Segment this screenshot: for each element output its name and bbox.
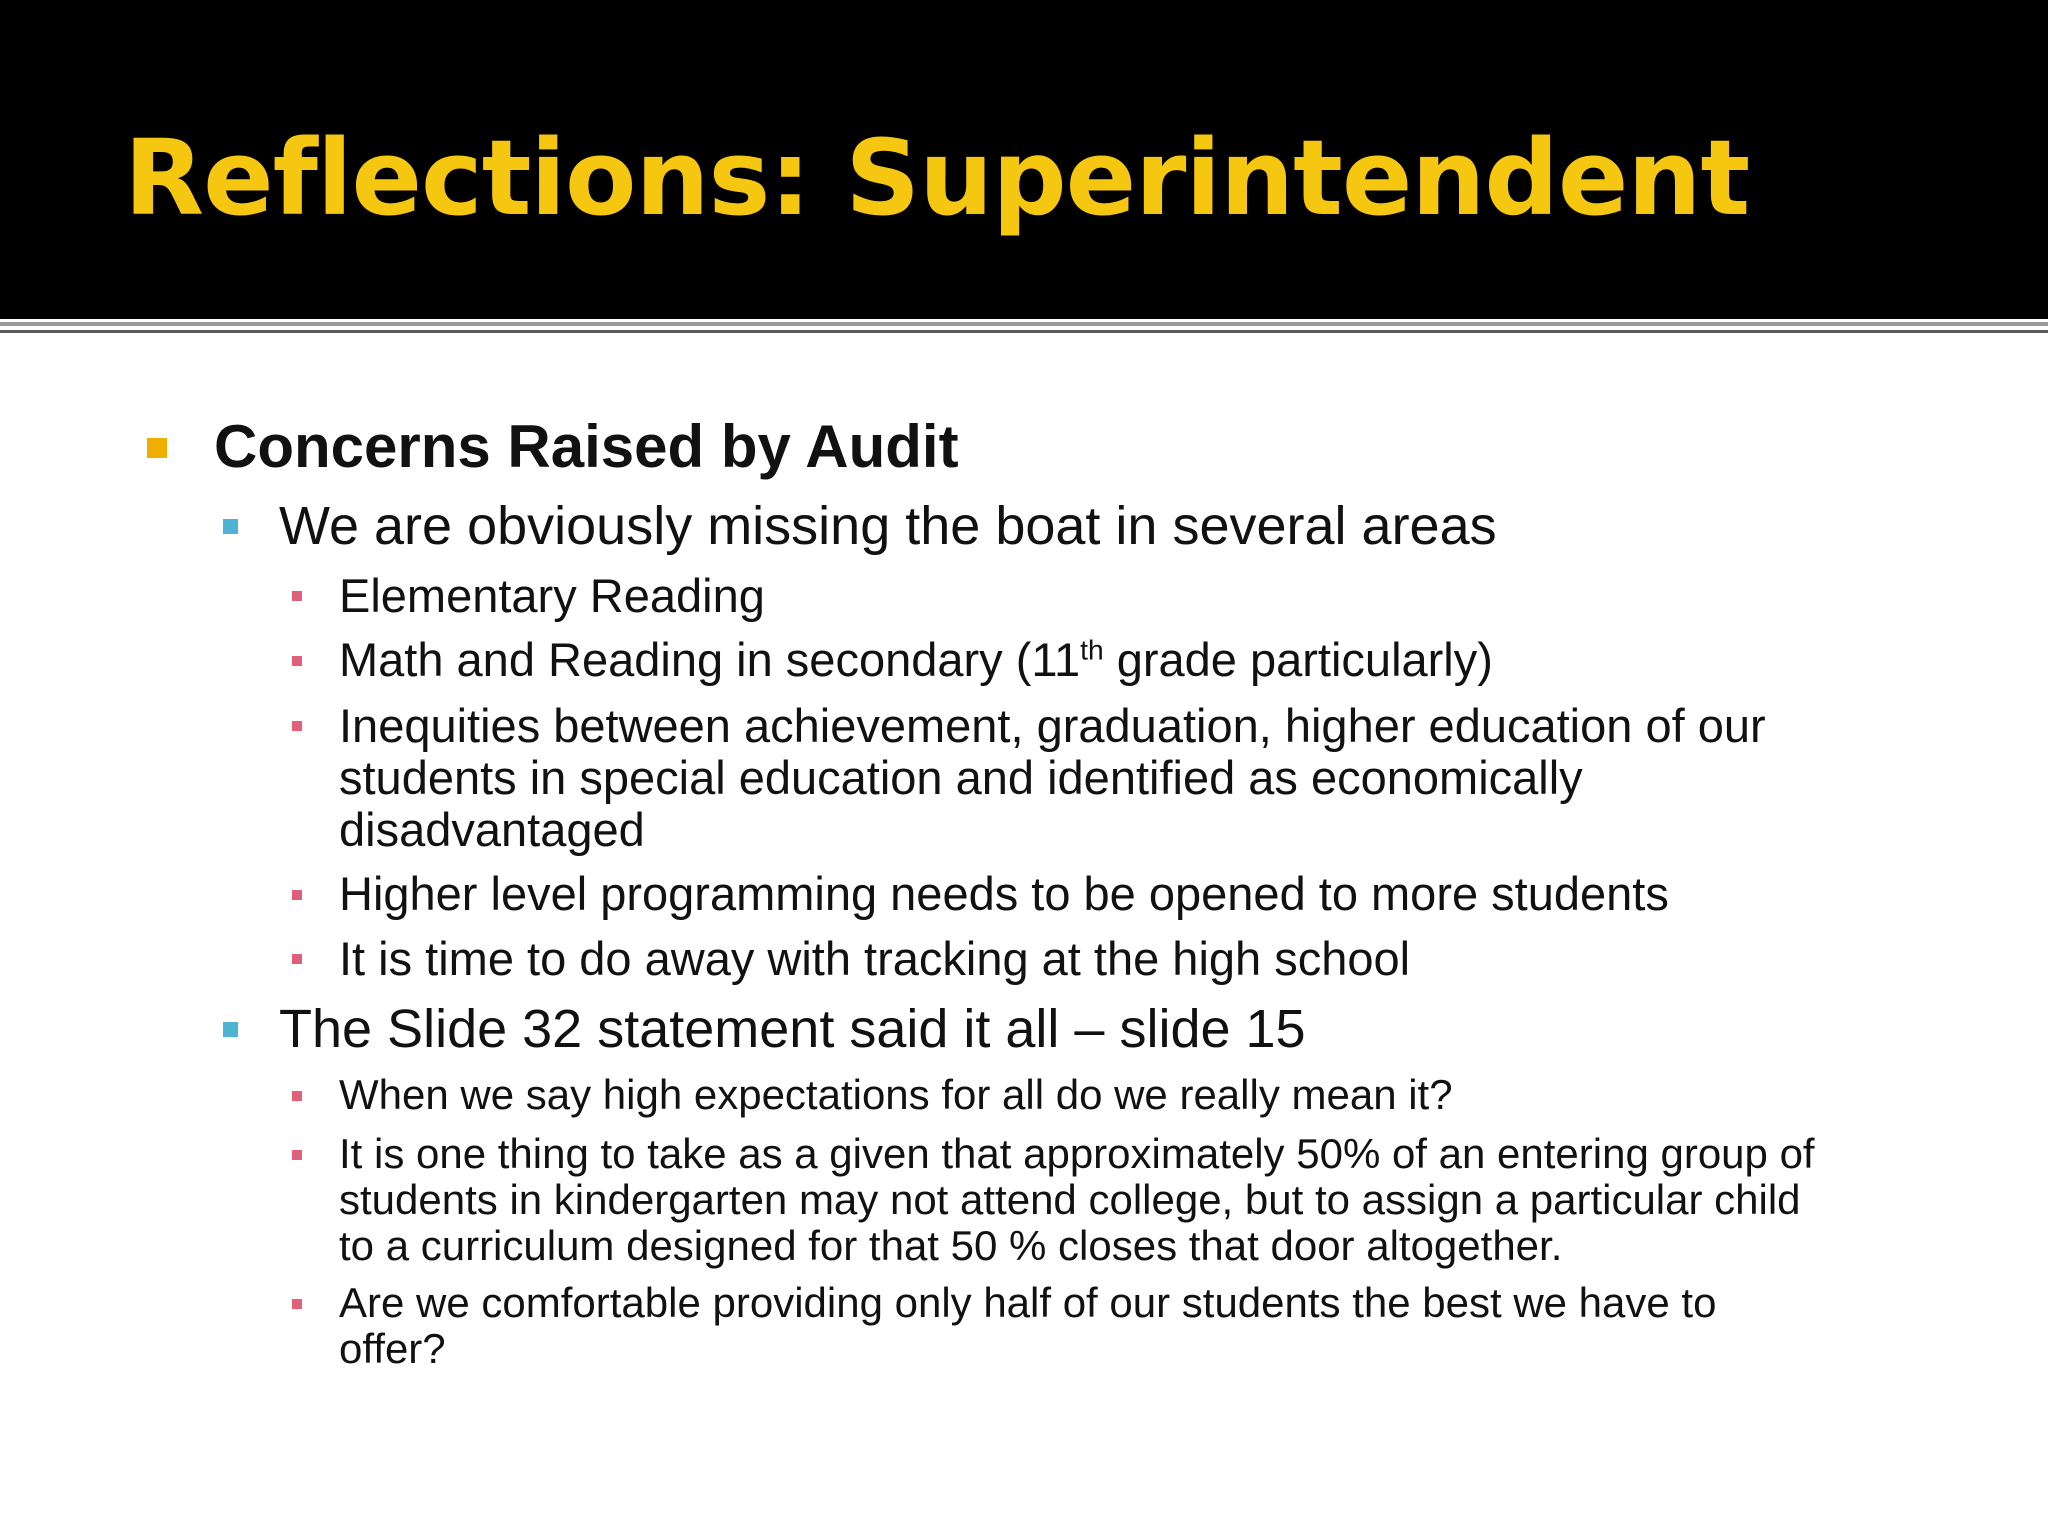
square-bullet-icon bbox=[292, 954, 302, 964]
list-item-tracking: It is time to do away with tracking at the high school bbox=[339, 932, 1411, 985]
square-bullet-icon bbox=[147, 438, 167, 458]
list-item-inequities-line-2: students in special education and identified as economically bbox=[339, 751, 1583, 804]
list-item-inequities-line-1: Inequities between achievement, graduation, higher education of our bbox=[339, 699, 1766, 752]
list-item-elementary-reading: Elementary Reading bbox=[339, 569, 765, 622]
slide-title: Reflections: Superintendent bbox=[124, 117, 1750, 239]
list-item-one-thing-line-3: to a curriculum designed for that 50 % closes that door altogether. bbox=[339, 1222, 1563, 1269]
heading-concerns: Concerns Raised by Audit bbox=[214, 413, 959, 480]
square-bullet-icon bbox=[292, 1299, 302, 1309]
list-item-high-expectations: When we say high expectations for all do we really mean it? bbox=[339, 1071, 1453, 1118]
square-bullet-icon bbox=[292, 1091, 302, 1101]
square-bullet-icon bbox=[292, 1150, 302, 1160]
list-item-one-thing-line-1: It is one thing to take as a given that approximately 50% of an entering group of bbox=[339, 1130, 1815, 1177]
list-item-inequities-line-3: disadvantaged bbox=[339, 803, 645, 856]
square-bullet-icon bbox=[292, 721, 302, 731]
square-bullet-icon bbox=[292, 656, 302, 666]
point-missing-the-boat: We are obviously missing the boat in several areas bbox=[279, 496, 1497, 556]
square-bullet-icon bbox=[292, 591, 302, 601]
square-bullet-icon bbox=[223, 519, 238, 534]
square-bullet-icon bbox=[223, 1022, 238, 1037]
list-item-higher-level-programming: Higher level programming needs to be opened to more students bbox=[339, 867, 1669, 920]
list-item-comfortable-line-2: offer? bbox=[339, 1325, 446, 1372]
list-item-comfortable-line-1: Are we comfortable providing only half of our students the best we have to bbox=[339, 1279, 1717, 1326]
list-item-one-thing-line-2: students in kindergarten may not attend college, but to assign a particular child bbox=[339, 1176, 1801, 1223]
square-bullet-icon bbox=[292, 890, 302, 900]
list-item-math-reading: Math and Reading in secondary (11th grade particularly) bbox=[339, 633, 1493, 686]
point-slide-32-statement: The Slide 32 statement said it all – slide 15 bbox=[279, 999, 1306, 1059]
